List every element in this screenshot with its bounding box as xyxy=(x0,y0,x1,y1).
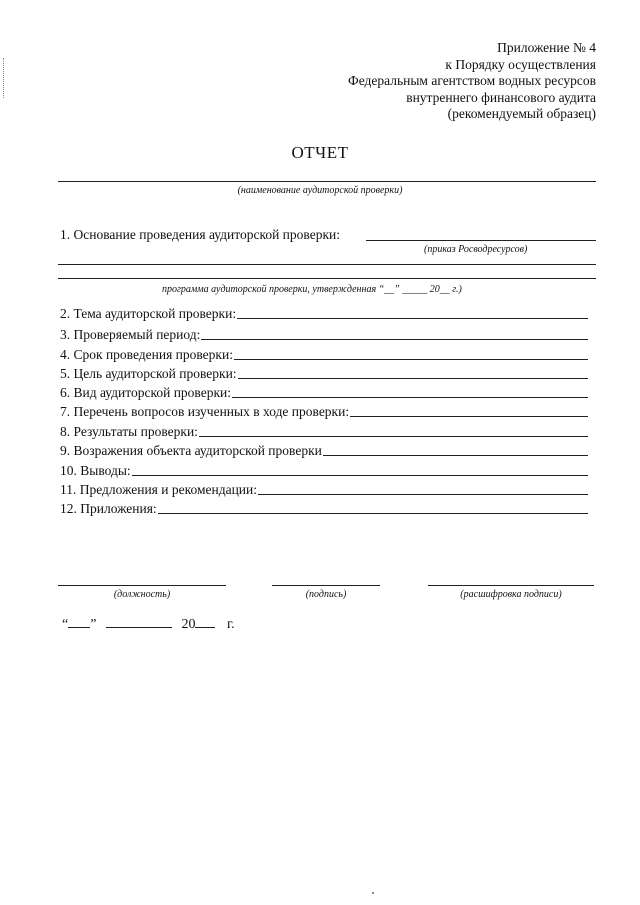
item-field[interactable] xyxy=(237,318,588,319)
appendix-line: к Порядку осуществления xyxy=(445,56,596,72)
basis-line-1[interactable] xyxy=(58,264,596,265)
date-year-field[interactable] xyxy=(195,616,215,628)
appendix-line: (рекомендуемый образец) xyxy=(447,106,596,121)
item-label: 7. Перечень вопросов изученных в ходе проверки: xyxy=(60,404,350,419)
item-label: 4. Срок проведения проверки: xyxy=(60,347,233,362)
scan-margin-mark xyxy=(3,58,6,98)
date-close-quote: ” xyxy=(90,617,97,632)
item-label: 9. Возражения объекта аудиторской проверки xyxy=(60,443,322,458)
item-label: 11. Предложения и рекомендации: xyxy=(60,482,258,497)
item-topic xyxy=(60,306,588,322)
item-field[interactable] xyxy=(232,397,588,398)
item-label: 5. Цель аудиторской проверки: xyxy=(60,366,237,381)
item-field[interactable] xyxy=(199,436,588,437)
item-label: 2. Тема аудиторской проверки: xyxy=(60,306,237,321)
item-type xyxy=(60,385,588,401)
signature-date xyxy=(62,616,235,633)
item-label: 12. Приложения: xyxy=(60,501,157,516)
basis-order-field[interactable] xyxy=(366,240,596,241)
basis-label: 1. Основание проведения аудиторской проверки: xyxy=(60,227,340,242)
item-label: 3. Проверяемый период: xyxy=(60,327,201,342)
item-objections xyxy=(60,443,588,459)
date-month-field[interactable] xyxy=(106,616,172,628)
item-field[interactable] xyxy=(238,378,588,379)
position-caption: (должность) xyxy=(113,589,171,600)
date-year-prefix: 20 xyxy=(181,617,196,632)
order-caption: (приказ Росводресурсов) xyxy=(424,244,528,255)
program-caption: программа аудиторской проверки, утвержденная “__” _____ 20__ г.) xyxy=(162,284,462,295)
item-label: 6. Вид аудиторской проверки: xyxy=(60,385,232,400)
signature-decoding-field[interactable] xyxy=(428,585,594,586)
signature-field[interactable] xyxy=(272,585,380,586)
date-year-suffix: г. xyxy=(226,617,235,632)
appendix-line: Приложение № 4 xyxy=(497,40,596,55)
appendix-line: Федеральным агентством водных ресурсов xyxy=(348,73,596,88)
item-results xyxy=(60,424,588,440)
item-field[interactable] xyxy=(201,339,588,340)
scan-speck xyxy=(372,892,374,894)
appendix-line: внутреннего финансового аудита xyxy=(406,89,596,105)
date-day-field[interactable] xyxy=(68,616,90,628)
item-label: 10. Выводы: xyxy=(60,463,131,478)
item-field[interactable] xyxy=(132,475,588,476)
item-field[interactable] xyxy=(258,494,588,495)
item-period xyxy=(60,327,588,343)
signature-caption: (подпись) xyxy=(305,589,347,600)
item-questions xyxy=(60,404,588,420)
appendix-header xyxy=(348,40,596,123)
item-goal xyxy=(60,366,588,382)
item-attachments xyxy=(60,501,588,517)
item-label: 8. Результаты проверки: xyxy=(60,424,198,439)
item-field[interactable] xyxy=(323,455,588,456)
item-field[interactable] xyxy=(234,359,588,360)
date-open-quote: “ xyxy=(62,617,69,632)
item-field[interactable] xyxy=(350,416,588,417)
position-field[interactable] xyxy=(58,585,226,586)
item-field[interactable] xyxy=(158,513,588,514)
item-term xyxy=(60,347,588,363)
item-conclusions xyxy=(60,463,588,479)
item-proposals xyxy=(60,482,588,498)
document-title: ОТЧЕТ xyxy=(291,143,349,162)
basis-line-2[interactable] xyxy=(58,278,596,279)
audit-name-field[interactable] xyxy=(58,181,596,182)
audit-name-caption: (наименование аудиторской проверки) xyxy=(237,185,403,196)
decoding-caption: (расшифровка подписи) xyxy=(460,589,562,600)
